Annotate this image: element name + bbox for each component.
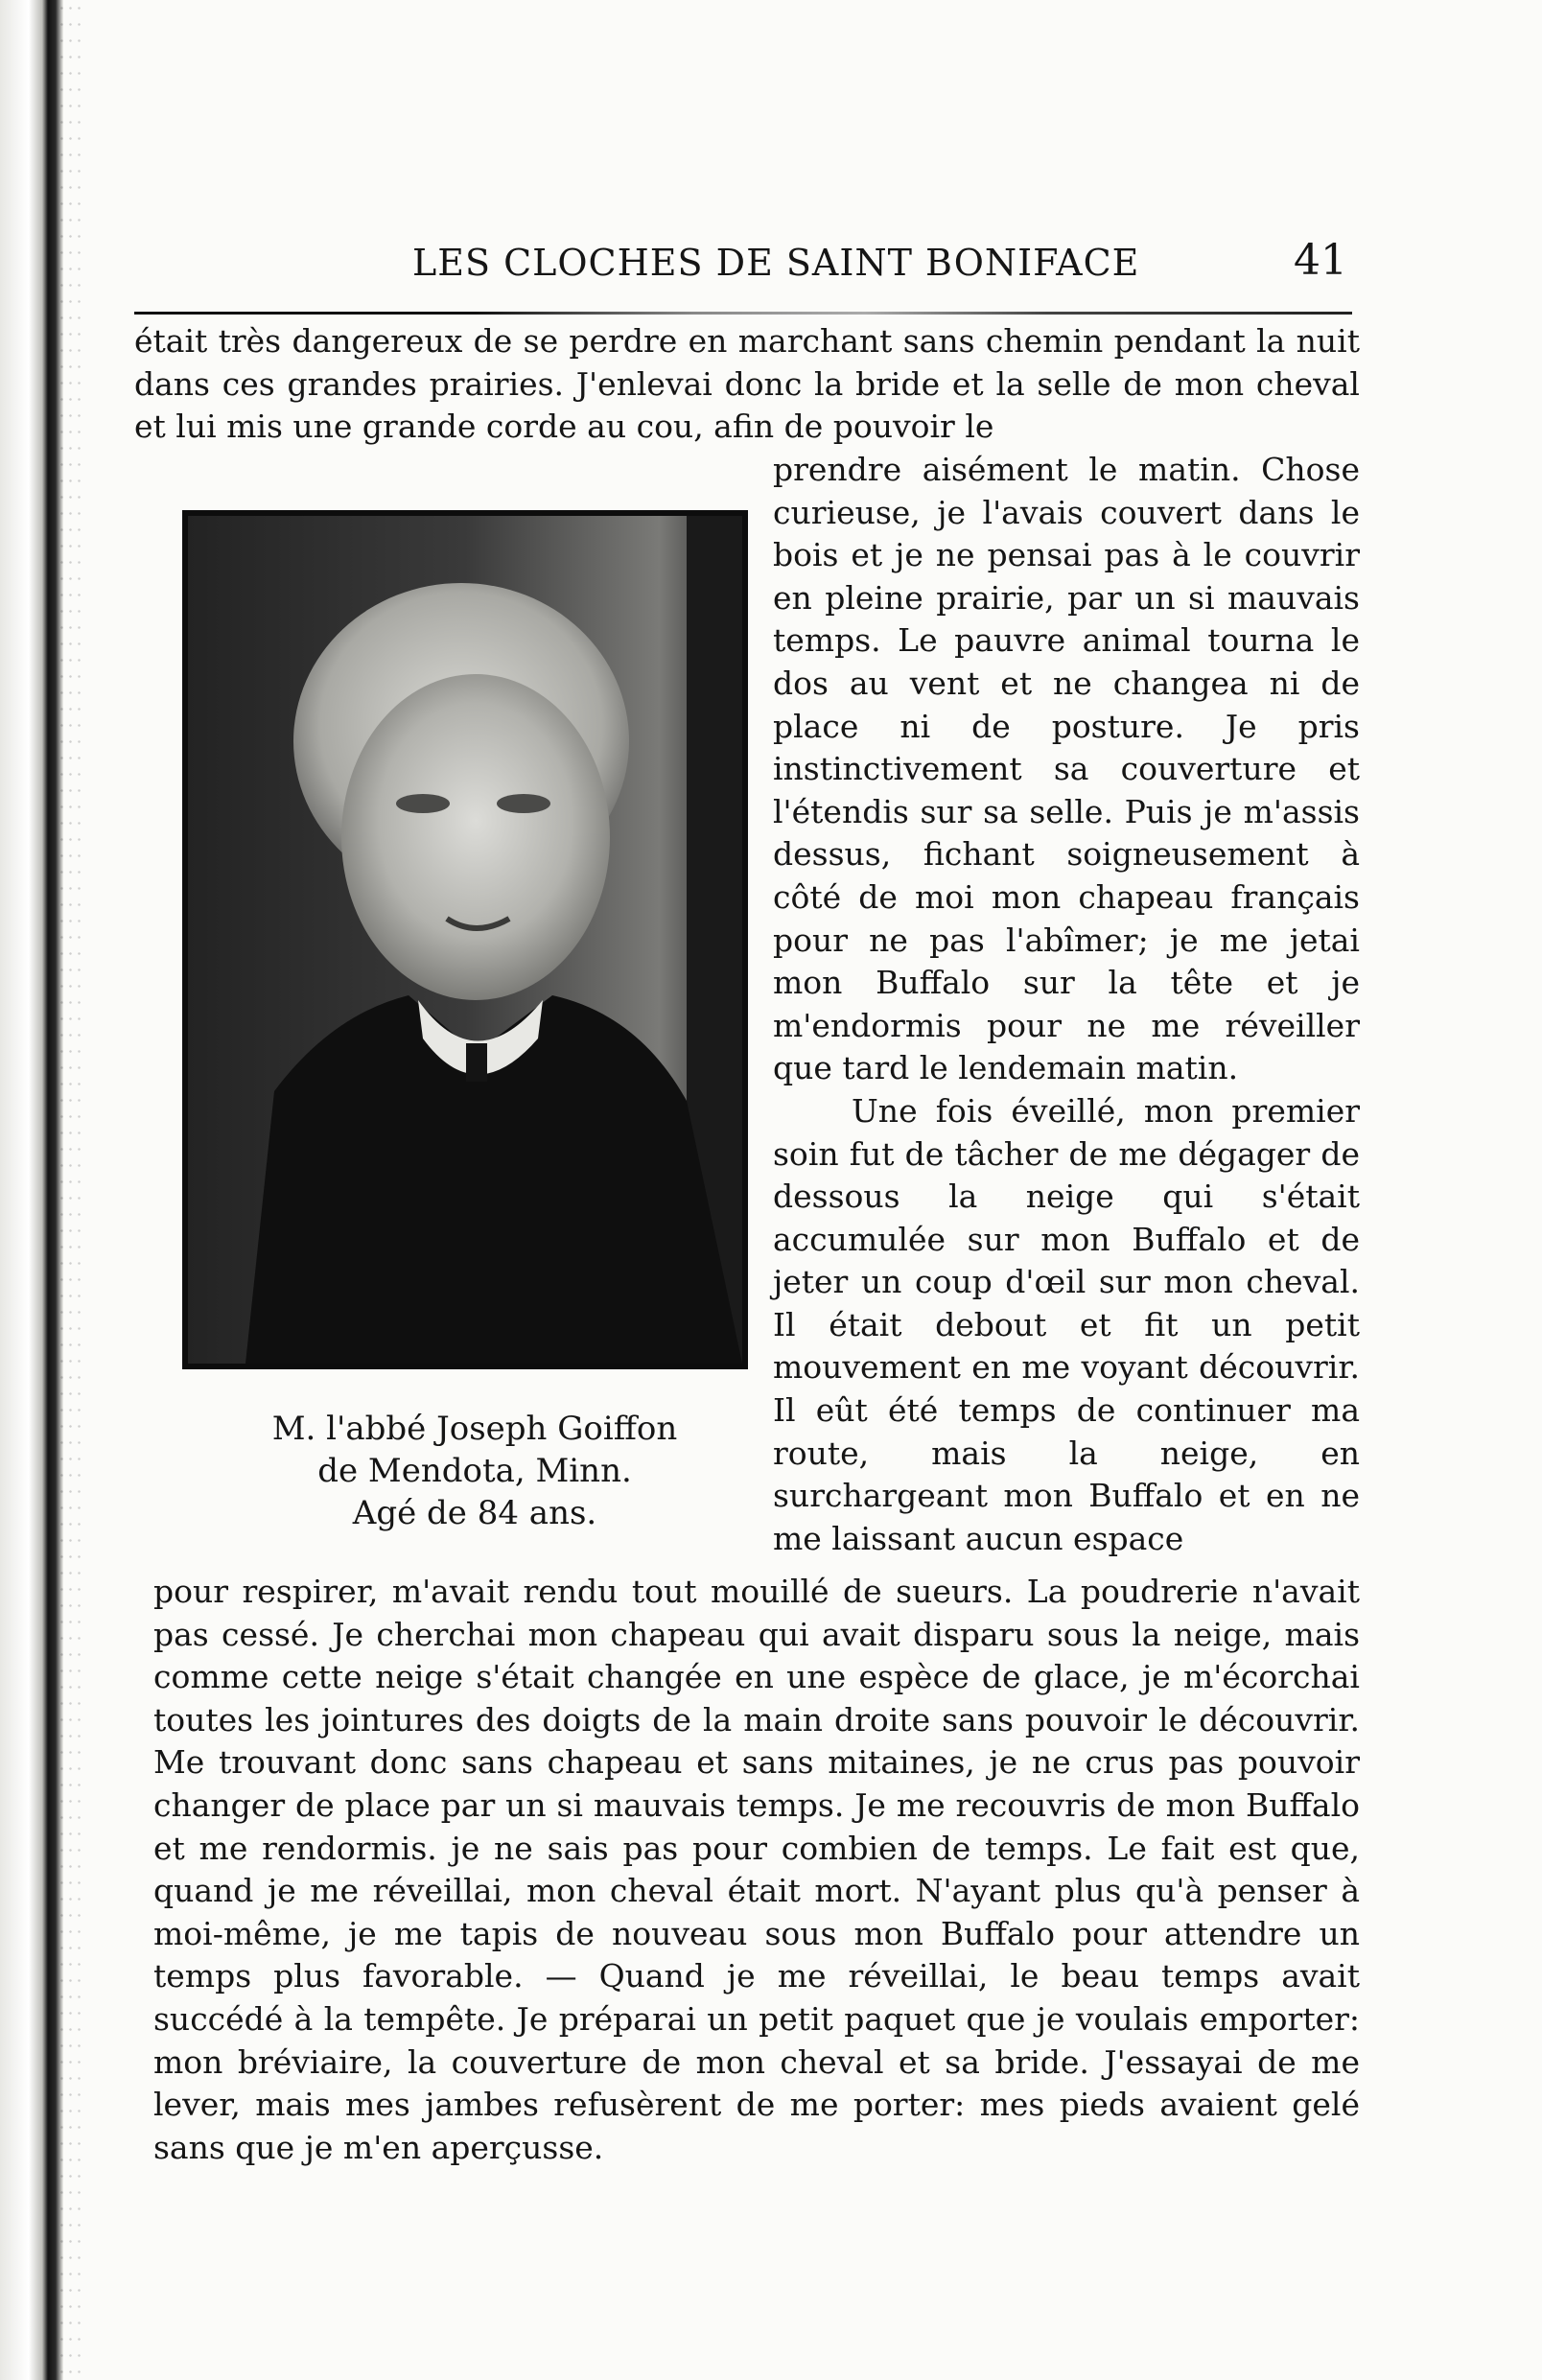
portrait-illustration [188, 516, 742, 1364]
book-spine-shadow [0, 0, 63, 2380]
caption-line: de Mendota, Minn. [317, 1452, 632, 1490]
paragraph: pour respirer, m'avait rendu tout mouillé de sueurs. La poudrerie n'avait pas cessé. Je cherchai mon chapeau qui avait disparu sous la neige, mais comme cette neige s'était changée en une espèce de glace, je m'écorchai toutes les jointures des doigts de la main droite sans pouvoir le découvrir. Me trouvant donc sans chapeau et sans mitaines, je ne crus pas pouvoir changer de place par un si mauvais temps. Je me recouvris de mon Buffalo et me rendormis. je ne sais pas pour combien de temps. Le fait est que, quand je me réveillai, mon cheval était mort. N'ayant plus qu'à penser à moi-même, je me tapis de nouveau sous mon Buffalo pour attendre un temps plus favorable. — Quand je me réveillai, le beau temps avait succédé à la tempête. Je préparai un petit paquet que je voulais emporter: mon bréviaire, la couverture de mon cheval et sa bride. J'essayai de me lever, mais mes jambes refusèrent de me porter: mes pieds avaient gelé sans que je m'en aperçusse. [153, 1573, 1360, 2166]
page-number: 41 [1294, 236, 1347, 285]
page-header [412, 236, 1381, 293]
page-edge-noise [58, 0, 82, 2380]
running-head: LES CLOCHES DE SAINT BONIFACE [412, 242, 1140, 284]
paragraph: prendre aisément le matin. Chose curieuse, je l'avais couvert dans le bois et je ne pensai pas à le couvrir en pleine prairie, par un si mauvais temps. Le pauvre animal tourna le dos au vent et ne changea ni de place ni de posture. Je pris instinctivement sa couverture et l'étendis sur sa selle. Puis je m'assis dessus, fichant soigneusement à côté de moi mon chapeau français pour ne pas l'abîmer; je me jetai mon Buffalo sur la tête et je m'endormis pour ne me réveiller que tard le lendemain matin. [773, 451, 1360, 1087]
body-text-bottom [153, 1571, 1360, 2169]
photo-caption [187, 1408, 762, 1534]
caption-line: M. l'abbé Joseph Goiffon [271, 1410, 678, 1448]
header-rule [134, 312, 1352, 315]
portrait-photo [182, 510, 748, 1369]
paragraph: Une fois éveillé, mon premier soin fut de tâcher de me dégager de dessous la neige qui s'était accumulée sur mon Buffalo et de jeter un coup d'œil sur mon cheval. Il était debout et fit un petit mouvement en me voyant découvrir. Il eût été temps de continuer ma route, mais la neige, en surchargeant mon Buffalo et en ne me laissant aucun espace [773, 1091, 1360, 1557]
body-text-top [134, 320, 1360, 449]
caption-line: Agé de 84 ans. [352, 1494, 597, 1532]
body-text-right-column [773, 449, 1360, 1560]
paragraph: était très dangereux de se perdre en marchant sans chemin pendant la nuit dans ces grandes prairies. J'enlevai donc la bride et la selle de mon cheval et lui mis une grande corde au cou, afin de pouvoir le [134, 322, 1360, 446]
